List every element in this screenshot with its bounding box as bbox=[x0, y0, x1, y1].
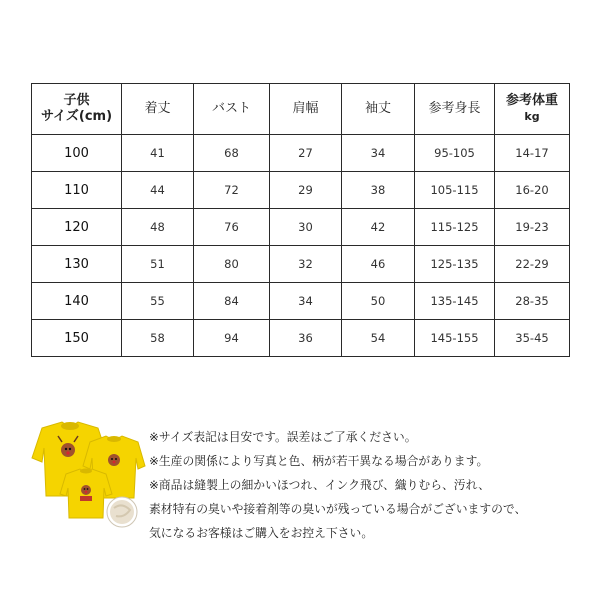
table-cell: 55 bbox=[122, 283, 194, 320]
size-cell: 150 bbox=[32, 320, 122, 357]
table-cell: 42 bbox=[342, 209, 415, 246]
table-row bbox=[32, 172, 570, 209]
header-ref-weight-line1: 参考体重 bbox=[505, 93, 558, 108]
table-cell: 94 bbox=[194, 320, 270, 357]
table-cell: 14-17 bbox=[495, 135, 570, 172]
table-cell: 48 bbox=[122, 209, 194, 246]
sweatshirt-small-icon bbox=[60, 469, 112, 519]
table-cell: 46 bbox=[342, 246, 415, 283]
table-cell: 50 bbox=[342, 283, 415, 320]
table-cell: 51 bbox=[122, 246, 194, 283]
table-cell: 30 bbox=[270, 209, 342, 246]
table-cell: 38 bbox=[342, 172, 415, 209]
table-cell: 68 bbox=[194, 135, 270, 172]
table-cell: 16-20 bbox=[495, 172, 570, 209]
size-cell: 120 bbox=[32, 209, 122, 246]
table-cell: 44 bbox=[122, 172, 194, 209]
size-cell: 130 bbox=[32, 246, 122, 283]
header-ref-height: 参考身長 bbox=[415, 84, 495, 135]
table-cell: 54 bbox=[342, 320, 415, 357]
header-size bbox=[32, 84, 122, 135]
table-row bbox=[32, 283, 570, 320]
note-line: ※商品は縫製上の細かいほつれ、インク飛び、織りむら、汚れ、 bbox=[149, 478, 490, 492]
note-line: ※サイズ表記は目安です。誤差はご了承ください。 bbox=[149, 430, 417, 444]
table-cell: 80 bbox=[194, 246, 270, 283]
size-cell: 100 bbox=[32, 135, 122, 172]
header-ref-weight-unit: kg bbox=[524, 110, 540, 123]
table-cell: 115-125 bbox=[415, 209, 495, 246]
header-row bbox=[32, 84, 570, 135]
fleece-lining-icon bbox=[107, 497, 137, 527]
table-cell: 34 bbox=[270, 283, 342, 320]
size-cell: 110 bbox=[32, 172, 122, 209]
table-cell: 19-23 bbox=[495, 209, 570, 246]
table-cell: 95-105 bbox=[415, 135, 495, 172]
table-cell: 135-145 bbox=[415, 283, 495, 320]
header-sleeve: 袖丈 bbox=[342, 84, 415, 135]
table-cell: 34 bbox=[342, 135, 415, 172]
header-length: 着丈 bbox=[122, 84, 194, 135]
table-cell: 105-115 bbox=[415, 172, 495, 209]
header-size-line2: サイズ(cm) bbox=[40, 109, 113, 124]
notes bbox=[149, 425, 589, 545]
table-row bbox=[32, 135, 570, 172]
header-size-line1: 子供 bbox=[63, 93, 90, 108]
table-cell: 125-135 bbox=[415, 246, 495, 283]
table-cell: 35-45 bbox=[495, 320, 570, 357]
product-photo bbox=[28, 418, 146, 530]
table-row bbox=[32, 320, 570, 357]
table-cell: 41 bbox=[122, 135, 194, 172]
table-cell: 145-155 bbox=[415, 320, 495, 357]
note-line: ※生産の関係により写真と色、柄が若干異なる場合があります。 bbox=[149, 454, 489, 468]
table-cell: 28-35 bbox=[495, 283, 570, 320]
header-ref-weight bbox=[495, 84, 570, 135]
table-cell: 29 bbox=[270, 172, 342, 209]
table-cell: 76 bbox=[194, 209, 270, 246]
table-cell: 32 bbox=[270, 246, 342, 283]
size-table bbox=[31, 83, 570, 357]
header-shoulder: 肩幅 bbox=[270, 84, 342, 135]
note-line: 素材特有の臭いや接着剤等の臭いが残っている場合がございますので、 bbox=[149, 502, 527, 516]
table-row bbox=[32, 246, 570, 283]
table-cell: 84 bbox=[194, 283, 270, 320]
table-cell: 27 bbox=[270, 135, 342, 172]
size-cell: 140 bbox=[32, 283, 122, 320]
table-cell: 22-29 bbox=[495, 246, 570, 283]
table-row bbox=[32, 209, 570, 246]
note-line: 気になるお客様はご購入をお控え下さい。 bbox=[149, 526, 374, 540]
table-cell: 36 bbox=[270, 320, 342, 357]
header-bust: バスト bbox=[194, 84, 270, 135]
table-cell: 58 bbox=[122, 320, 194, 357]
table-cell: 72 bbox=[194, 172, 270, 209]
